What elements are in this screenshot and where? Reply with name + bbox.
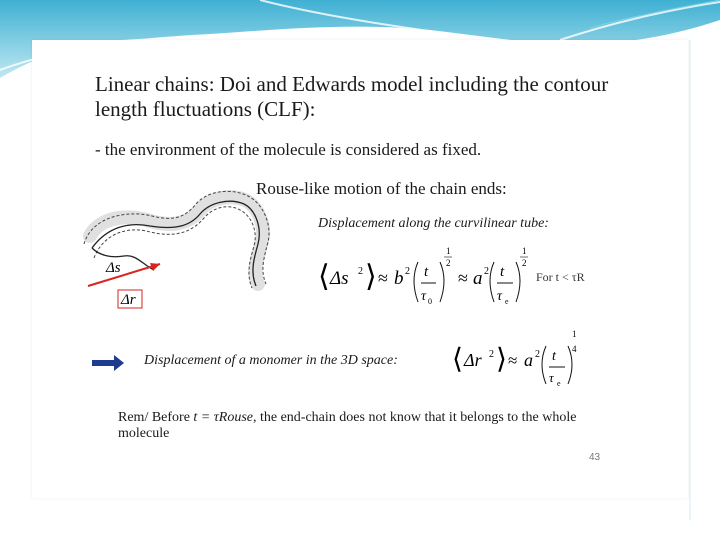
tube-chain-diagram	[80, 186, 280, 316]
svg-text:Δr: Δr	[464, 350, 482, 370]
svg-text:2: 2	[358, 266, 363, 277]
svg-text:≈: ≈	[458, 268, 468, 288]
svg-text:2: 2	[489, 349, 494, 360]
slide-title: Linear chains: Doi and Edwards model including the contour length fluctuations (CLF):	[95, 72, 609, 121]
svg-text:4: 4	[572, 344, 577, 354]
remark-prefix: Rem/ Before	[118, 410, 194, 425]
svg-text:2: 2	[535, 349, 540, 360]
svg-text:1: 1	[522, 246, 527, 256]
svg-text:2: 2	[446, 258, 451, 268]
displacement-vector	[88, 264, 160, 286]
subheading: Rouse-like motion of the chain ends:	[256, 179, 507, 198]
svg-text:2: 2	[405, 266, 410, 277]
page-number: 43	[589, 452, 601, 463]
svg-text:e: e	[505, 297, 509, 306]
svg-text:τ: τ	[549, 370, 554, 385]
svg-text:⟨: ⟨	[318, 260, 330, 293]
svg-text:Δs: Δs	[330, 268, 349, 289]
remark-suffix: , the end-chain does not know that it belongs to the whole molecule	[118, 410, 577, 441]
bullet-text: - the environment of the molecule is considered as fixed.	[95, 140, 482, 159]
remark-text	[118, 410, 588, 442]
monomer-displacement-equation	[452, 330, 582, 392]
svg-text:0: 0	[428, 297, 432, 306]
svg-text:b: b	[394, 268, 404, 289]
svg-text:t: t	[552, 349, 556, 364]
svg-text:a: a	[473, 268, 483, 289]
delta-s-label: Δs	[106, 260, 121, 276]
remark-math: t = τRouse	[193, 410, 253, 425]
displacement-label: Displacement along the curvilinear tube:	[318, 216, 549, 231]
svg-text:t: t	[500, 264, 505, 280]
svg-text:e: e	[557, 379, 561, 388]
delta-r-label: Δr	[121, 292, 136, 308]
svg-text:2: 2	[484, 266, 489, 277]
svg-text:2: 2	[522, 258, 527, 268]
svg-text:t: t	[424, 264, 429, 280]
svg-text:⟩: ⟩	[365, 260, 377, 293]
svg-text:⟩: ⟩	[496, 344, 507, 375]
right-arrow-icon	[92, 354, 126, 372]
svg-text:⟨: ⟨	[452, 344, 463, 375]
svg-text:τ: τ	[421, 289, 427, 304]
tube-displacement-equation	[318, 240, 538, 312]
monomer-displacement-label: Displacement of a monomer in the 3D space:	[144, 353, 398, 368]
svg-text:1: 1	[572, 330, 577, 339]
svg-text:a: a	[524, 350, 533, 370]
svg-text:τ: τ	[497, 289, 503, 304]
svg-text:1: 1	[446, 246, 451, 256]
svg-text:≈: ≈	[508, 351, 518, 370]
svg-text:≈: ≈	[378, 268, 388, 288]
time-condition: For t < τR	[536, 270, 585, 284]
